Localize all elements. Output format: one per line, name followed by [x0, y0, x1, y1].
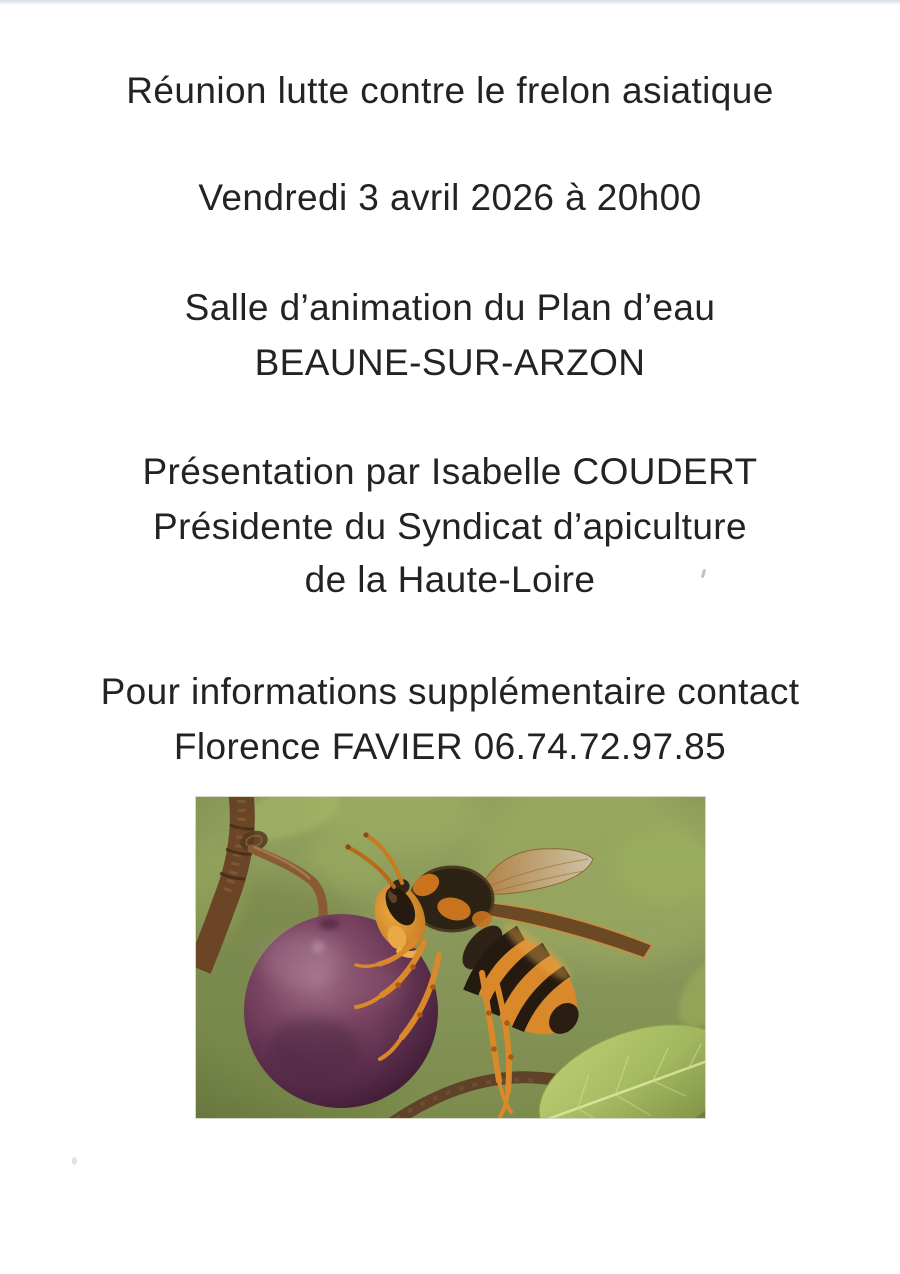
presenter-line-1: Présentation par Isabelle COUDERT — [142, 451, 758, 492]
hornet-plum-illustration — [196, 797, 705, 1118]
flyer-title: Réunion lutte contre le frelon asiatique — [126, 70, 774, 111]
hornet-photo — [195, 796, 706, 1119]
presenter-line-2: Présidente du Syndicat d’apiculture — [152, 506, 748, 547]
scan-edge-artifact — [0, 0, 900, 5]
presenter-line-3: de la Haute-Loire — [304, 559, 596, 600]
contact-line-2: Florence FAVIER 06.74.72.97.85 — [173, 726, 727, 767]
meeting-date-line: Vendredi 3 avril 2026 à 20h00 — [198, 177, 702, 218]
venue-line-2: BEAUNE-SUR-ARZON — [254, 342, 646, 383]
scan-speck — [72, 1157, 77, 1165]
venue-line-1: Salle d’animation du Plan d’eau — [184, 287, 716, 328]
contact-line-1: Pour informations supplémentaire contact — [100, 671, 800, 712]
